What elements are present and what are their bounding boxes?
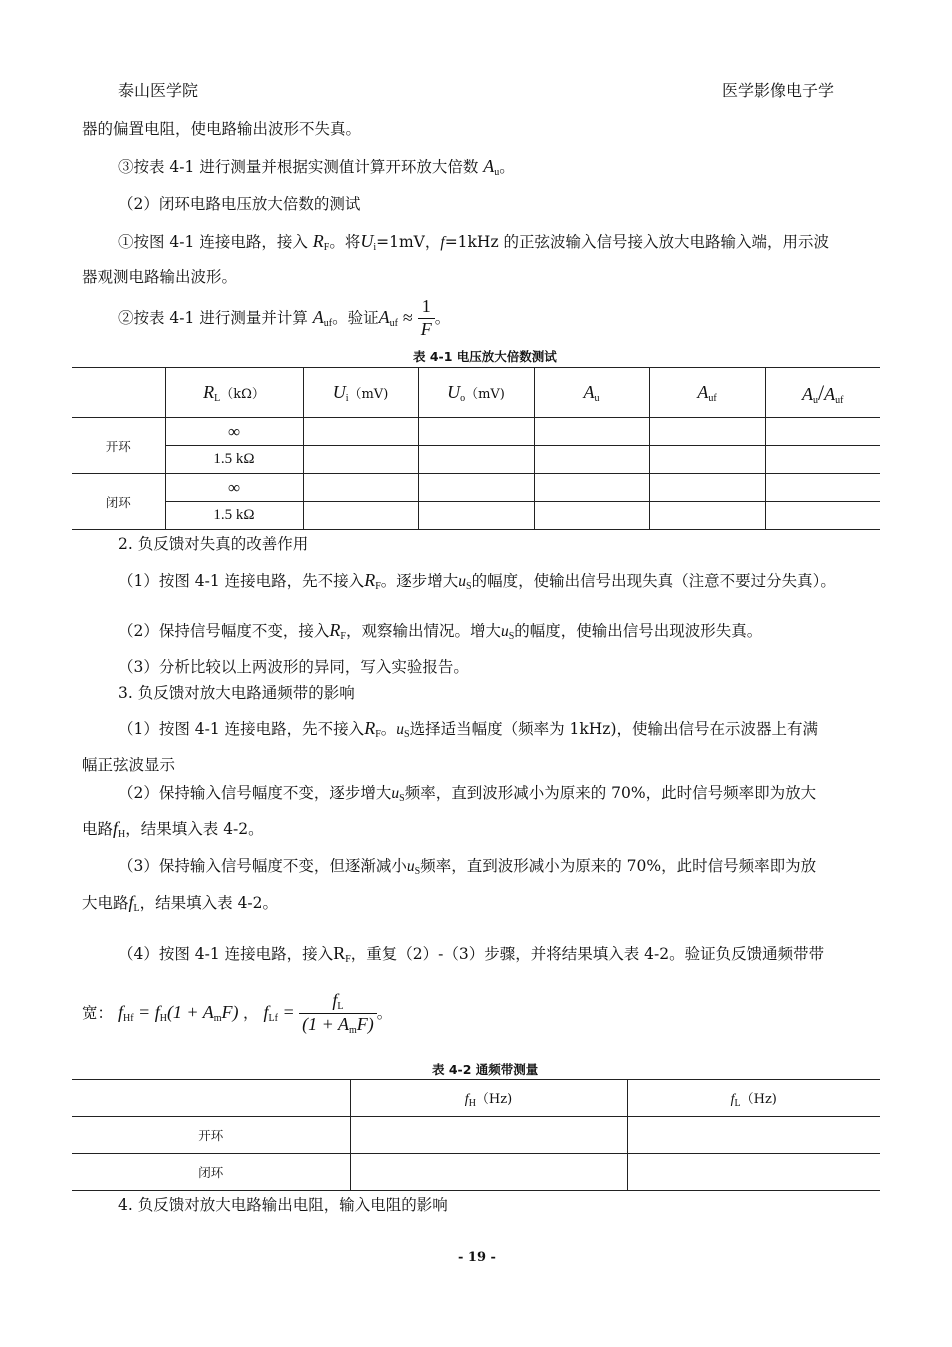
symbol-sub: F <box>340 631 346 642</box>
approx-sign: ≈ <box>402 307 413 328</box>
paren-open: (1 + <box>166 1002 203 1022</box>
symbol-main: f <box>117 1002 123 1022</box>
table-cell <box>534 502 649 530</box>
symbol-main: A <box>312 306 324 327</box>
text-span: ，观察输出情况。增大 <box>345 622 501 640</box>
paragraph-6 <box>118 296 908 340</box>
symbol-sub: uf <box>708 392 717 404</box>
header-blank <box>72 368 165 418</box>
header-auf <box>649 368 765 418</box>
table-row <box>72 502 880 530</box>
symbol-sub: L <box>337 1001 344 1012</box>
text-span: （1）按图 4-1 连接电路，先不接入 <box>118 572 365 590</box>
equals-sign: = <box>282 1002 295 1022</box>
symbol-main: R <box>312 231 324 251</box>
text-span: 。 <box>499 158 515 176</box>
table-cell <box>350 1117 627 1154</box>
table-cell <box>765 418 880 446</box>
unit: （mV) <box>465 386 505 402</box>
formula-fhf <box>118 1002 243 1022</box>
symbol-main: R <box>329 620 341 640</box>
symbol-au <box>483 156 499 176</box>
symbol-main: u <box>500 623 509 640</box>
header-rl <box>165 368 303 418</box>
table-row <box>72 1117 880 1154</box>
header-fh <box>350 1080 627 1117</box>
table-row <box>72 474 880 502</box>
row-label: 开环 <box>72 1117 350 1154</box>
symbol-main: A <box>483 156 495 176</box>
symbol-f: f <box>440 234 445 251</box>
formula-flf <box>264 1002 300 1022</box>
text-span: ②按表 4-1 进行测量并计算 <box>118 308 308 327</box>
symbol-sub: Lf <box>268 1013 278 1024</box>
symbol-main: U <box>447 381 461 402</box>
symbol-main: u <box>396 721 405 738</box>
text-span: 大电路 <box>82 894 129 912</box>
text-span: 。验证 <box>332 308 379 327</box>
symbol-rf <box>329 620 346 640</box>
text-span: 。 <box>434 308 451 327</box>
symbol-sub: S <box>414 866 421 877</box>
text-span: 选择适当幅度（频率为 1kHz)，使输出信号在示波器上有满 <box>409 720 818 738</box>
symbol-main: U <box>360 231 374 251</box>
table-cell <box>418 446 534 474</box>
symbol-main: R <box>364 570 376 590</box>
symbol-sub: m <box>348 1025 357 1036</box>
table-4-2 <box>72 1079 880 1191</box>
header-right: 医学影像电子学 <box>722 81 835 100</box>
symbol-main: f <box>128 892 134 912</box>
paragraph-15 <box>82 818 872 841</box>
symbol-fh <box>113 818 125 838</box>
table-cell <box>303 446 418 474</box>
symbol-main: f <box>332 990 338 1010</box>
text-span: ③按表 4-1 进行测量并根据实测值计算开环放大倍数 <box>118 158 479 176</box>
symbol-sub: S <box>508 631 515 642</box>
text-span: =1mV， <box>376 233 441 251</box>
symbol-sub: i <box>345 392 349 404</box>
symbol-main: u <box>406 858 415 875</box>
symbol-sub: uf <box>835 394 844 406</box>
symbol-sub: u <box>594 392 600 404</box>
table-cell <box>534 446 649 474</box>
paragraph-5: 器观测电路输出波形。 <box>82 268 238 286</box>
symbol-main: f <box>154 1002 160 1022</box>
text-span: 。 <box>380 720 397 738</box>
symbol-main: A <box>202 1002 214 1022</box>
section-3-title: 3. 负反馈对放大电路通频带的影响 <box>118 684 355 702</box>
symbol-sub: u <box>813 394 819 406</box>
text-span: 。 <box>376 1004 393 1023</box>
symbol-rf <box>364 570 381 590</box>
fraction-one-over-f <box>418 296 435 340</box>
symbol-us <box>458 573 471 590</box>
table-cell <box>649 474 765 502</box>
symbol-auf <box>379 307 398 327</box>
symbol-sub: F <box>375 729 381 740</box>
text-span: 频率，直到波形减小为原来的 70%，此时信号频率即为放大 <box>404 784 817 802</box>
symbol-sub: u <box>494 167 500 178</box>
table-row <box>72 446 880 474</box>
symbol-main: A <box>583 381 595 402</box>
symbol-main: f <box>730 1091 735 1107</box>
rl-value: ∞ <box>165 474 303 502</box>
paragraph-2 <box>118 156 908 179</box>
symbol-auf <box>313 307 332 327</box>
symbol-rf <box>313 231 330 251</box>
header-au <box>534 368 649 418</box>
section-2-title: 2. 负反馈对失真的改善作用 <box>118 535 309 553</box>
paragraph-3: （2）闭环电路电压放大倍数的测试 <box>118 195 361 213</box>
table-cell <box>627 1117 880 1154</box>
symbol-main: f <box>464 1091 469 1107</box>
table1-caption: 表 4-1 电压放大倍数测试 <box>413 349 557 364</box>
symbol-sub: uf <box>389 317 398 329</box>
paren-open: (1 + <box>302 1014 338 1034</box>
symbol-main: f <box>263 1002 269 1022</box>
fraction-flf <box>299 990 377 1037</box>
table-cell <box>350 1154 627 1191</box>
header-left: 泰山医学院 <box>118 81 199 100</box>
text-span: 电路 <box>82 820 114 838</box>
table2-caption: 表 4-2 通频带测量 <box>432 1062 539 1077</box>
symbol-main: A <box>337 1014 349 1034</box>
row-label: 闭环 <box>72 1154 350 1191</box>
table-cell <box>649 446 765 474</box>
header-ui <box>303 368 418 418</box>
symbol-main: A <box>378 306 390 327</box>
fraction-numerator <box>299 990 377 1014</box>
symbol-main: A <box>697 381 709 402</box>
table-row <box>72 1154 880 1191</box>
symbol-sub: uf <box>323 317 333 329</box>
text-span: ，结果填入表 4-2。 <box>139 894 279 912</box>
rl-value: ∞ <box>165 418 303 446</box>
unit: （Hz) <box>740 1091 777 1107</box>
text-span: （2）保持输入信号幅度不变，逐步增大 <box>118 784 392 802</box>
table-cell <box>303 418 418 446</box>
text-span: （1）按图 4-1 连接电路，先不接入 <box>118 720 365 738</box>
table-cell <box>765 474 880 502</box>
text-span: 频率，直到波形减小为原来的 70%，此时信号频率即为放 <box>420 857 817 875</box>
equals-sign: = <box>138 1002 155 1022</box>
text-span: 。将 <box>329 233 361 251</box>
section-4-title: 4. 负反馈对放大电路输出电阻，输入电阻的影响 <box>118 1196 448 1214</box>
paragraph-1: 器的偏置电阻，使电路输出波形不失真。 <box>82 120 362 138</box>
group-label: 开环 <box>72 418 165 474</box>
table-row <box>72 418 880 446</box>
symbol-sub: o <box>460 392 466 404</box>
table-cell <box>534 418 649 446</box>
paragraph-9 <box>118 620 908 643</box>
symbol-sub: Hf <box>122 1013 134 1024</box>
table-cell <box>765 446 880 474</box>
symbol-sub: L <box>734 1097 741 1109</box>
text-span: =1kHz 的正弦波输入信号接入放大电路输入端，用示波 <box>444 233 830 251</box>
symbol-main: R <box>333 943 346 963</box>
symbol-main: U <box>332 381 346 402</box>
symbol-main: A <box>802 383 814 404</box>
rl-value: 1.5 kΩ <box>165 502 303 530</box>
text-span: 的幅度，使输出信号出现失真（注意不要过分失真）。 <box>471 572 836 590</box>
header-uo <box>418 368 534 418</box>
table-4-1 <box>72 367 880 530</box>
text-span: ，结果填入表 4-2。 <box>125 820 264 838</box>
symbol-sub: S <box>466 581 472 592</box>
unit: （mV) <box>348 386 389 402</box>
table-cell <box>418 502 534 530</box>
symbol-us <box>501 623 514 640</box>
paragraph-18 <box>118 943 908 966</box>
text-span: （3）保持输入信号幅度不变，但逐渐减小 <box>118 857 407 875</box>
table-header-row <box>72 368 880 418</box>
table-cell <box>649 418 765 446</box>
formula-tail: F) <box>356 1014 374 1034</box>
symbol-sub: i <box>373 242 377 253</box>
table-cell <box>649 502 765 530</box>
symbol-ui <box>360 231 376 251</box>
symbol-us <box>407 858 420 875</box>
symbol-fl <box>129 892 140 912</box>
paragraph-14 <box>118 784 908 805</box>
table-cell <box>418 418 534 446</box>
table-cell <box>418 474 534 502</box>
symbol-sub: L <box>133 903 140 914</box>
fraction-denominator: F <box>420 318 432 339</box>
paragraph-8 <box>118 570 908 593</box>
text-span: 宽： <box>82 1004 114 1023</box>
symbol-sub: S <box>399 793 405 804</box>
paragraph-17 <box>82 892 872 915</box>
symbol-rf <box>364 718 381 738</box>
symbol-sub: S <box>404 729 410 740</box>
page-number: - 19 - <box>458 1250 496 1265</box>
text-span: 。逐步增大 <box>380 572 459 590</box>
symbol-main: R <box>203 381 215 402</box>
table-cell <box>303 474 418 502</box>
symbol-sub: F <box>375 581 381 592</box>
text-span: 的幅度，使输出信号出现波形失真。 <box>514 622 763 640</box>
text-span: ，重复（2）-（3）步骤，并将结果填入表 4-2。验证负反馈通频带带 <box>350 945 825 963</box>
paragraph-16 <box>118 857 908 878</box>
header-ratio <box>765 368 880 418</box>
symbol-us <box>396 721 409 738</box>
symbol-sub: H <box>468 1097 476 1109</box>
fraction-denominator <box>299 1014 377 1037</box>
slash: / <box>818 379 825 405</box>
symbol-us <box>391 785 404 802</box>
fraction-numerator: 1 <box>418 296 435 319</box>
symbol-main: f <box>113 818 119 838</box>
paragraph-13: 幅正弦波显示 <box>82 756 176 774</box>
text-span: （4）按图 4-1 连接电路，接入 <box>118 945 334 963</box>
table-cell <box>627 1154 880 1191</box>
symbol-rf <box>333 943 351 963</box>
text-span: ， <box>243 1004 259 1023</box>
text-span: （2）保持信号幅度不变，接入 <box>118 622 330 640</box>
symbol-main: A <box>824 383 836 404</box>
table-cell <box>765 502 880 530</box>
paragraph-12 <box>118 718 908 741</box>
symbol-main: u <box>458 573 467 590</box>
symbol-sub: L <box>214 392 221 404</box>
unit: （Hz) <box>475 1091 513 1107</box>
symbol-sub: H <box>118 829 126 840</box>
table-cell <box>303 502 418 530</box>
symbol-sub: H <box>159 1013 167 1024</box>
header-blank <box>72 1080 350 1117</box>
table-cell <box>534 474 649 502</box>
formula-tail: F) <box>221 1002 239 1022</box>
rl-value: 1.5 kΩ <box>165 446 303 474</box>
symbol-main: u <box>391 785 400 802</box>
unit: （kΩ） <box>220 386 265 402</box>
paragraph-19 <box>82 990 872 1040</box>
paragraph-10: （3）分析比较以上两波形的异同，写入实验报告。 <box>118 658 469 676</box>
paragraph-4 <box>118 231 908 254</box>
group-label: 闭环 <box>72 474 165 530</box>
header-fl <box>627 1080 880 1117</box>
symbol-sub: F <box>345 954 351 965</box>
symbol-sub: m <box>213 1013 222 1024</box>
text-span: ①按图 4-1 连接电路，接入 <box>118 233 308 251</box>
symbol-main: R <box>364 718 376 738</box>
table-header-row <box>72 1080 880 1117</box>
symbol-sub: F <box>323 242 330 253</box>
